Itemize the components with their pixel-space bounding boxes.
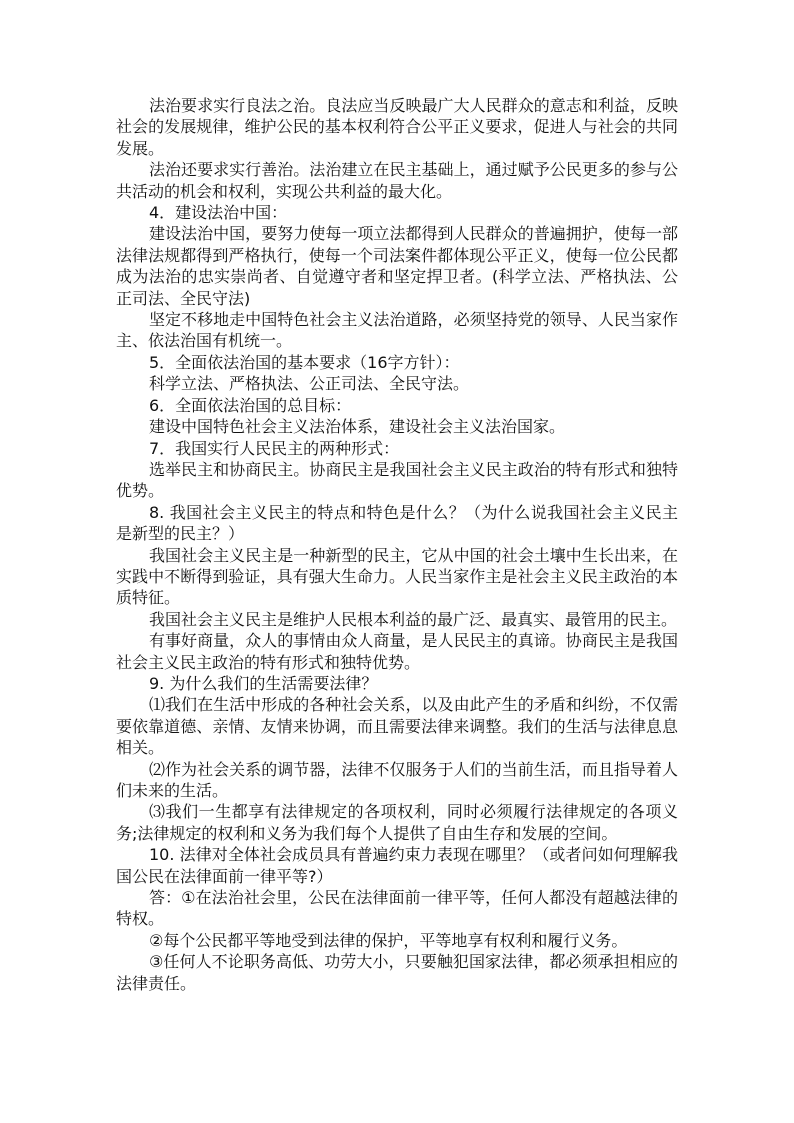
paragraph-answer-2: ②每个公民都平等地受到法律的保护，平等地享有权利和履行义务。 — [149, 930, 628, 950]
paragraph-good-governance: 法治还要求实行善治。法治建立在民主基础上，通过赋予公民更多的参与公共活动的机会和权利，实现公共利益的最大化。 — [116, 160, 678, 201]
heading-10: 10. 法律对全体社会成员具有普遍约束力表现在哪里？（或者问如何理解我国公民在法律面前一律平等?） — [116, 845, 678, 886]
heading-5: 5．全面依法治国的基本要求（16字方针）： — [149, 352, 460, 372]
paragraph-point-1: ⑴我们在生活中形成的各种社会关系，以及由此产生的矛盾和纠纷，不仅需要依靠道德、亲情、友情来协调，而且需要法律来调整。我们的生活与法律息息相关。 — [116, 695, 678, 758]
heading-8: 8. 我国社会主义民主的特点和特色是什么？（为什么说我国社会主义民主是新型的民主？） — [116, 502, 678, 544]
paragraph-overall-goal: 建设中国特色社会主义法治体系，建设社会主义法治国家。 — [149, 417, 566, 437]
paragraph-build-rule-of-law: 建设法治中国，要努力使每一项立法都得到人民群众的普遍拥护，使每一部法律法规都得到严格执行，使每一个司法案件都体现公平正义，使每一位公民都成为法治的忠实崇尚者、自觉遵守者和坚定捍卫者。(科学立法、严格执法、公正司法、全民守法) — [116, 224, 678, 308]
paragraph-two-forms: 选举民主和协商民主。协商民主是我国社会主义民主政治的特有形式和独特优势。 — [116, 459, 678, 501]
paragraph-firmly-follow: 坚定不移地走中国特色社会主义法治道路，必须坚持党的领导、人民当家作主、依法治国有机统一。 — [116, 310, 678, 351]
paragraph-good-law: 法治要求实行良法之治。良法应当反映最广大人民群众的意志和利益，反映社会的发展规律，维护公民的基本权利符合公平正义要求，促进人与社会的共同发展。 — [116, 96, 678, 158]
paragraph-answer-3: ③任何人不论职务高低、功劳大小，只要触犯国家法律，都必须承担相应的法律责任。 — [116, 952, 678, 993]
heading-7: 7．我国实行人民民主的两种形式： — [149, 438, 400, 458]
paragraph-point-3: ⑶我们一生都享有法律规定的各项权利，同时必须履行法律规定的各项义务;法律规定的权利和义务为我们每个人提供了自由生存和发展的空间。 — [116, 802, 678, 843]
heading-4: 4．建设法治中国： — [149, 203, 288, 223]
paragraph-answer-1: 答：①在法治社会里，公民在法律面前一律平等，任何人都没有超越法律的特权。 — [116, 888, 678, 929]
paragraph-consultation: 有事好商量，众人的事情由众人商量，是人民民主的真谛。协商民主是我国社会主义民主政治的特有形式和独特优势。 — [116, 631, 678, 672]
heading-9: 9. 为什么我们的生活需要法律？ — [149, 673, 378, 693]
paragraph-new-democracy: 我国社会主义民主是一种新型的民主，它从中国的社会土壤中生长出来，在实践中不断得到验证，具有强大生命力。人民当家作主是社会主义民主政治的本质特征。 — [116, 545, 678, 608]
paragraph-16-char-policy: 科学立法、严格执法、公正司法、全民守法。 — [149, 374, 470, 394]
paragraph-point-2: ⑵作为社会关系的调节器，法律不仅服务于人们的当前生活，而且指导着人们未来的生活。 — [116, 759, 678, 800]
heading-6: 6．全面依法治国的总目标： — [149, 395, 352, 415]
document-page — [116, 95, 678, 994]
paragraph-broadest-democracy: 我国社会主义民主是维护人民根本利益的最广泛、最真实、最管用的民主。 — [149, 609, 678, 629]
